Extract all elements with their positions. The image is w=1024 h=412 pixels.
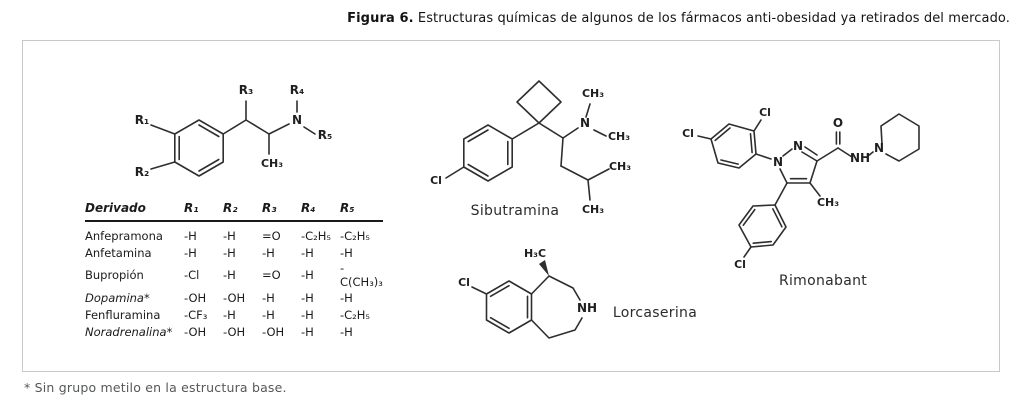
pyrazole-ring bbox=[756, 147, 817, 183]
cyclobutane-ring bbox=[517, 81, 561, 123]
sibutramina-structure bbox=[406, 58, 636, 223]
header-r3: R₃ bbox=[262, 201, 301, 221]
table-cell: -C₂H₅ bbox=[340, 228, 371, 243]
nh-label: NH bbox=[849, 151, 871, 165]
chlorophenyl-ring bbox=[739, 205, 786, 257]
derivative-name: Noradrenalina* bbox=[85, 324, 173, 339]
table-cell: -C(CH₃)₃ bbox=[340, 261, 383, 289]
ch3-label: CH₃ bbox=[581, 203, 605, 216]
table-cell: -H bbox=[223, 228, 236, 243]
n-label: N bbox=[291, 113, 303, 127]
methyl-and-chlorophenyl-bonds bbox=[775, 183, 820, 205]
table-cell: -OH bbox=[184, 324, 207, 339]
ch3-label: CH₃ bbox=[608, 160, 632, 173]
ch3-label: CH₃ bbox=[816, 196, 840, 209]
table-row bbox=[85, 323, 383, 340]
rimonabant-label: Rimonabant bbox=[778, 273, 868, 289]
derivative-name: Anfepramona bbox=[85, 228, 163, 243]
n-label: N bbox=[772, 155, 784, 169]
table-cell: -C₂H₅ bbox=[301, 228, 332, 243]
r5-label: R₅ bbox=[317, 128, 333, 142]
derivative-name: Dopamina* bbox=[85, 290, 150, 305]
table-cell: -C₂H₅ bbox=[340, 307, 371, 322]
table-cell: -H bbox=[223, 268, 236, 282]
stereo-wedge-bond bbox=[539, 260, 549, 276]
table-cell: -H bbox=[223, 245, 236, 260]
ch3-label: CH₃ bbox=[581, 87, 605, 100]
azepine-ring bbox=[532, 276, 583, 338]
figure-caption-text: Estructuras químicas de algunos de los fármacos anti-obesidad ya retirados del mercado. bbox=[417, 11, 1010, 26]
benzene-ring bbox=[175, 120, 223, 176]
table-cell: =O bbox=[262, 268, 281, 282]
h3c-label: H₃C bbox=[523, 247, 547, 260]
r3-label: R₃ bbox=[238, 83, 254, 97]
table-row bbox=[85, 261, 383, 289]
cl-label: Cl bbox=[734, 258, 746, 271]
derivative-name: Anfetamina bbox=[85, 245, 152, 260]
table-row bbox=[85, 244, 383, 261]
rimonabant-structure bbox=[661, 56, 951, 291]
header-r2: R₂ bbox=[223, 201, 262, 221]
table-cell: -CF₃ bbox=[184, 307, 208, 322]
table-cell: -OH bbox=[184, 290, 207, 305]
table-cell: -H bbox=[223, 307, 236, 322]
header-r4: R₄ bbox=[301, 201, 340, 221]
table-cell: -H bbox=[262, 290, 275, 305]
table-cell: -OH bbox=[223, 290, 246, 305]
cl-label: Cl bbox=[682, 127, 694, 140]
table-cell: -OH bbox=[223, 324, 246, 339]
n-label: N bbox=[579, 116, 591, 130]
dichlorophenyl-ring bbox=[698, 120, 761, 168]
r4-label: R₄ bbox=[289, 83, 305, 97]
table-cell: -H bbox=[301, 245, 314, 260]
table-cell: -H bbox=[340, 245, 353, 260]
table-cell: =O bbox=[262, 228, 281, 243]
header-derivado: Derivado bbox=[85, 201, 184, 221]
table-row bbox=[85, 306, 383, 323]
piperidine-ring bbox=[881, 114, 919, 161]
figure-caption bbox=[347, 11, 1010, 26]
table-cell: -H bbox=[184, 245, 197, 260]
table-header-row bbox=[85, 201, 383, 221]
table-row bbox=[85, 289, 383, 306]
sibutramina-bonds bbox=[512, 104, 609, 200]
phenethylamine-scaffold-structure bbox=[119, 56, 369, 186]
derivative-name: Fenfluramina bbox=[85, 307, 161, 322]
figure-footnote: * Sin grupo metilo en la estructura base. bbox=[24, 380, 287, 395]
cl-label: Cl bbox=[458, 276, 470, 289]
figure-box bbox=[22, 40, 1000, 372]
n-label: N bbox=[873, 141, 885, 155]
substituent-table bbox=[85, 201, 383, 340]
table-row bbox=[85, 221, 383, 244]
cl-label: Cl bbox=[430, 174, 442, 187]
lorcaserina-structure bbox=[446, 241, 616, 371]
table-cell: -H bbox=[301, 307, 314, 322]
benzene-ring bbox=[472, 281, 532, 333]
scaffold-bonds bbox=[151, 101, 315, 169]
table-cell: -H bbox=[301, 290, 314, 305]
table-cell: -OH bbox=[262, 324, 285, 339]
ch3-label: CH₃ bbox=[607, 130, 631, 143]
cl-label: Cl bbox=[759, 106, 771, 119]
table-cell: -H bbox=[340, 324, 353, 339]
figure-caption-number: Figura 6. bbox=[347, 11, 414, 26]
header-r1: R₁ bbox=[184, 201, 223, 221]
table-cell: -H bbox=[301, 324, 314, 339]
r1-label: R₁ bbox=[134, 113, 150, 127]
r2-label: R₂ bbox=[134, 165, 150, 179]
table-cell: -H bbox=[340, 290, 353, 305]
derivative-name: Bupropión bbox=[85, 268, 144, 282]
nh-label: NH bbox=[576, 301, 598, 315]
ch3-label: CH₃ bbox=[260, 157, 284, 170]
table-cell: -Cl bbox=[184, 268, 200, 282]
header-r5: R₅ bbox=[340, 201, 383, 221]
table-cell: -H bbox=[262, 245, 275, 260]
table-cell: -H bbox=[262, 307, 275, 322]
n-label: N bbox=[792, 139, 804, 153]
sibutramina-label: Sibutramina bbox=[470, 203, 560, 219]
table-cell: -H bbox=[184, 228, 197, 243]
lorcaserina-label: Lorcaserina bbox=[612, 305, 698, 321]
table-cell: -H bbox=[301, 268, 314, 282]
o-label: O bbox=[832, 116, 844, 130]
chlorophenyl-ring bbox=[446, 125, 512, 181]
